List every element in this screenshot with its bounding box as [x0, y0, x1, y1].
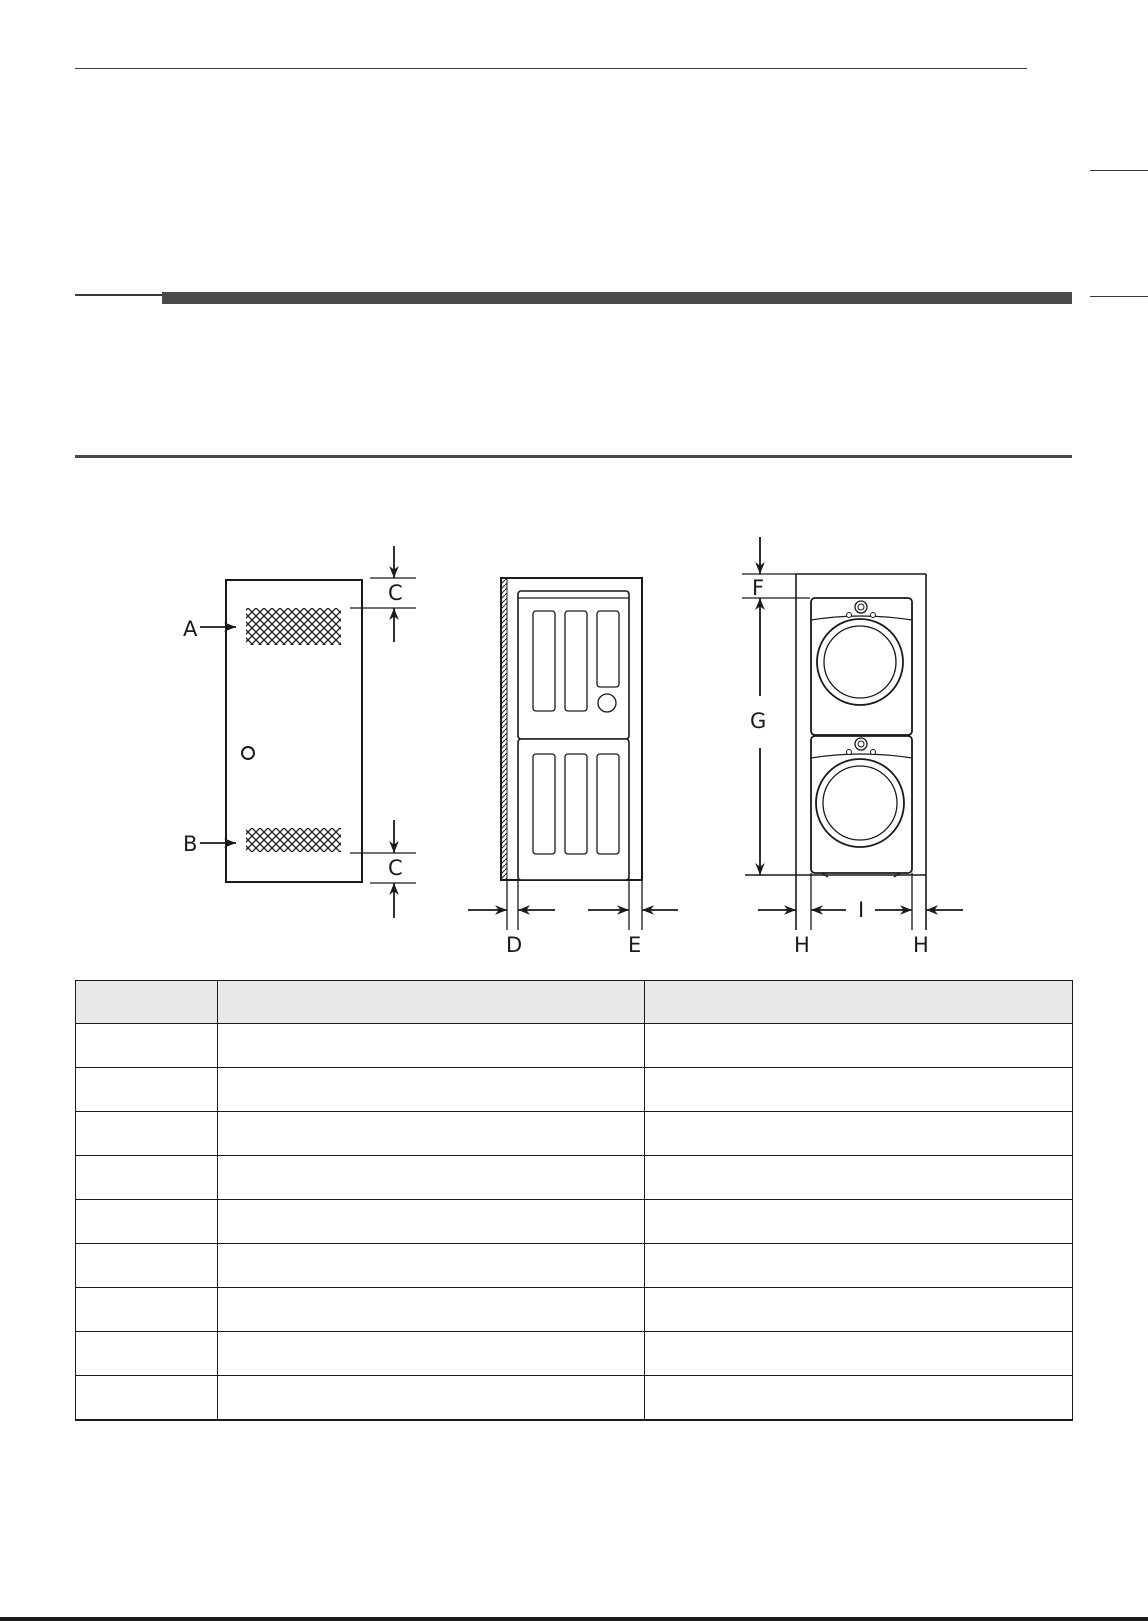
section-bar-thick — [162, 292, 1072, 304]
installation-clearance-diagram — [170, 535, 990, 955]
header-rule — [75, 68, 1027, 69]
table-cell — [218, 1332, 645, 1376]
clearance-table — [75, 980, 1073, 1421]
table-header-row — [76, 981, 1073, 1024]
section-underline — [75, 455, 1072, 458]
header-cell — [645, 981, 1073, 1024]
table-cell — [645, 1244, 1073, 1288]
table-cell — [218, 1112, 645, 1156]
label-c-bottom: C — [388, 856, 403, 880]
table-cell — [645, 1288, 1073, 1332]
table-cell — [645, 1024, 1073, 1068]
table-cell — [645, 1156, 1073, 1200]
table-cell — [218, 1024, 645, 1068]
table-row — [76, 1288, 1073, 1332]
table-row — [76, 1244, 1073, 1288]
table-cell — [76, 1024, 218, 1068]
header-cell — [218, 981, 645, 1024]
top-vent-opening — [246, 608, 341, 645]
side-tab-rule-top — [1090, 170, 1148, 171]
closet-door-view — [200, 546, 416, 918]
label-b: B — [183, 832, 198, 856]
table-row — [76, 1332, 1073, 1376]
table-cell — [76, 1244, 218, 1288]
side-tab-rule-bottom — [1090, 296, 1148, 297]
label-f: F — [752, 576, 765, 600]
table-cell — [76, 1376, 218, 1421]
table-cell — [76, 1332, 218, 1376]
label-h-left: H — [794, 933, 810, 955]
table-cell — [645, 1200, 1073, 1244]
table-row — [76, 1200, 1073, 1244]
bottom-vent-opening — [246, 828, 341, 852]
table-cell — [76, 1068, 218, 1112]
table-row — [76, 1156, 1073, 1200]
label-e: E — [628, 933, 642, 955]
label-h-right: H — [913, 933, 929, 955]
header-cell — [76, 981, 218, 1024]
closet-side-view — [468, 578, 678, 930]
table-cell — [218, 1068, 645, 1112]
table-cell — [218, 1200, 645, 1244]
table-cell — [76, 1288, 218, 1332]
door-knob — [242, 747, 254, 759]
label-c-top: C — [388, 581, 403, 605]
table-row — [76, 1376, 1073, 1421]
table-cell — [645, 1376, 1073, 1421]
table-cell — [218, 1288, 645, 1332]
table-cell — [645, 1332, 1073, 1376]
table-cell — [218, 1376, 645, 1421]
table-cell — [645, 1068, 1073, 1112]
section-bar-thin — [75, 294, 162, 296]
table-cell — [645, 1112, 1073, 1156]
table-cell — [218, 1156, 645, 1200]
label-i: I — [858, 898, 865, 922]
table-cell — [76, 1200, 218, 1244]
table-row — [76, 1112, 1073, 1156]
closet-front-view — [742, 537, 963, 930]
table-cell — [218, 1244, 645, 1288]
label-g: G — [750, 709, 767, 733]
footer-rule — [0, 1617, 1148, 1621]
label-d: D — [506, 933, 523, 955]
table-cell — [76, 1112, 218, 1156]
table-row — [76, 1068, 1073, 1112]
table-row — [76, 1024, 1073, 1068]
label-a: A — [183, 617, 198, 641]
table-cell — [76, 1156, 218, 1200]
